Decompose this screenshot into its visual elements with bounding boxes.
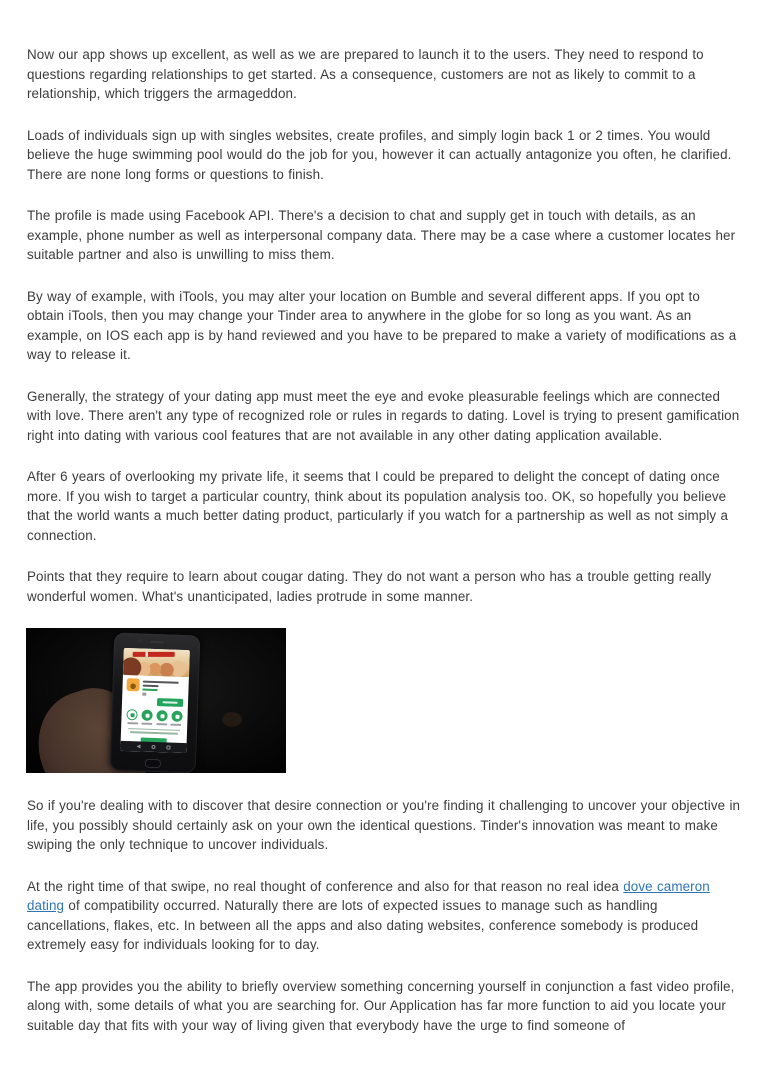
app-title-line <box>143 680 179 684</box>
dove-cameron-dating-link[interactable]: dove cameron dating <box>27 878 710 913</box>
article-image <box>26 628 286 773</box>
feature-label <box>170 724 181 726</box>
description-line <box>128 728 180 732</box>
app-title-line <box>143 684 159 687</box>
paragraph-1: Now our app shows up excellent, as well as we are prepared to launch it to the users. They need to respond to questions regarding relationships to get started. As a consequence, customers are not as likely to commit to a relationship, which triggers the armageddon. <box>27 47 704 101</box>
paragraph-9-text: of compatibility occurred. Naturally there are lots of expected issues to manage such as handling cancellations, flakes, etc. In between all the apps and also dating websites, conference somebody is produced extremely easy for individuals looking for to day. <box>27 898 699 952</box>
feature-icon <box>156 710 167 721</box>
install-row <box>122 696 188 709</box>
feature-icons-row <box>121 707 187 722</box>
paragraph-3: The profile is made using Facebook API. There's a decision to chat and supply get in touch with details, as an example, phone number as well as interpersonal company data. There may be a case where a customer locates her suitable partner and also is unwilling to miss them. <box>27 208 736 262</box>
app-rating-badge <box>142 693 146 696</box>
feature-icon <box>141 710 152 721</box>
phone-home-button <box>145 759 161 769</box>
phone-screen <box>120 648 190 753</box>
phone-speaker <box>151 641 164 643</box>
paragraph-7: Points that they require to learn about cougar dating. They do not want a person who has a trouble getting really wonderful women. What's unanticipated, ladies protrude in some manner. <box>27 569 712 604</box>
paragraph-4: By way of example, with iTools, you may alter your location on Bumble and several different apps. If you opt to obtain iTools, then you may change your Tinder area to anywhere in the globe for so long as you want. As an example, on IOS each app is by hand reviewed and you have to be prepared to make a variety of modifications as a way to release it. <box>27 288 737 362</box>
paragraph-8: So if you're dealing with to discover that desire connection or you're finding it challenging to uncover your objective in life, you possibly should certainly ask on your own the identical questions. Tinder's innovation was meant to make swiping the only technique to uncover individuals. <box>27 798 741 852</box>
paragraph-9-text: At the right time of that swipe, no real thought of conference and also for that reason no real idea <box>27 878 624 894</box>
feature-icon <box>126 709 137 720</box>
feature-label <box>127 722 138 724</box>
app-icon <box>126 678 139 691</box>
paragraph-2: Loads of individuals sign up with singles websites, create profiles, and simply login back 1 or 2 times. You would believe the huge swimming pool would do the job for you, however it can actually antagonize you often, he clarified. There are none long forms or questions to finish. <box>27 127 732 182</box>
app-description-block <box>127 728 181 735</box>
android-nav-bar <box>120 741 186 753</box>
phone-image <box>110 633 201 773</box>
app-listing-row <box>122 675 189 698</box>
app-title-block <box>142 679 185 697</box>
fingertip-image <box>222 712 242 727</box>
app-developer-line <box>142 689 157 692</box>
paragraph-9 <box>27 877 741 955</box>
paragraph-6: After 6 years of overlooking my private life, it seems that I could be prepared to delight the concept of dating once more. If you wish to target a particular country, think about its population analysis too. OK, so hopefully you believe that the world wants a much better dating product, particularly if you watch for a partnership as well as not simply a connection. <box>27 469 729 543</box>
phone-camera-dot <box>138 639 141 642</box>
feature-label <box>142 723 153 725</box>
app-store-banner-image <box>123 648 190 677</box>
install-button-image <box>157 698 183 707</box>
recents-icon <box>167 745 171 749</box>
paragraph-10: The app provides you the ability to briefly overview something concerning yourself in conjunction a fast video profile, along with, some details of what you are searching for. Our Application has far more function to aid you locate your suitable day that fits with your way of living given that everybody have the urge to find someone of <box>27 978 735 1033</box>
feature-label <box>156 723 167 725</box>
paragraph-5: Generally, the strategy of your dating app must meet the eye and evoke pleasurable feelings which are connected with love. There aren't any type of recognized role or rules in regards to dating. Lovel is trying to present gamification right into dating with various cool features that are not available in any other dating application available. <box>27 388 740 443</box>
description-line <box>130 731 178 734</box>
banner-title-art <box>133 652 175 657</box>
feature-icon <box>171 711 182 722</box>
back-icon <box>136 744 140 748</box>
home-icon <box>151 745 156 750</box>
